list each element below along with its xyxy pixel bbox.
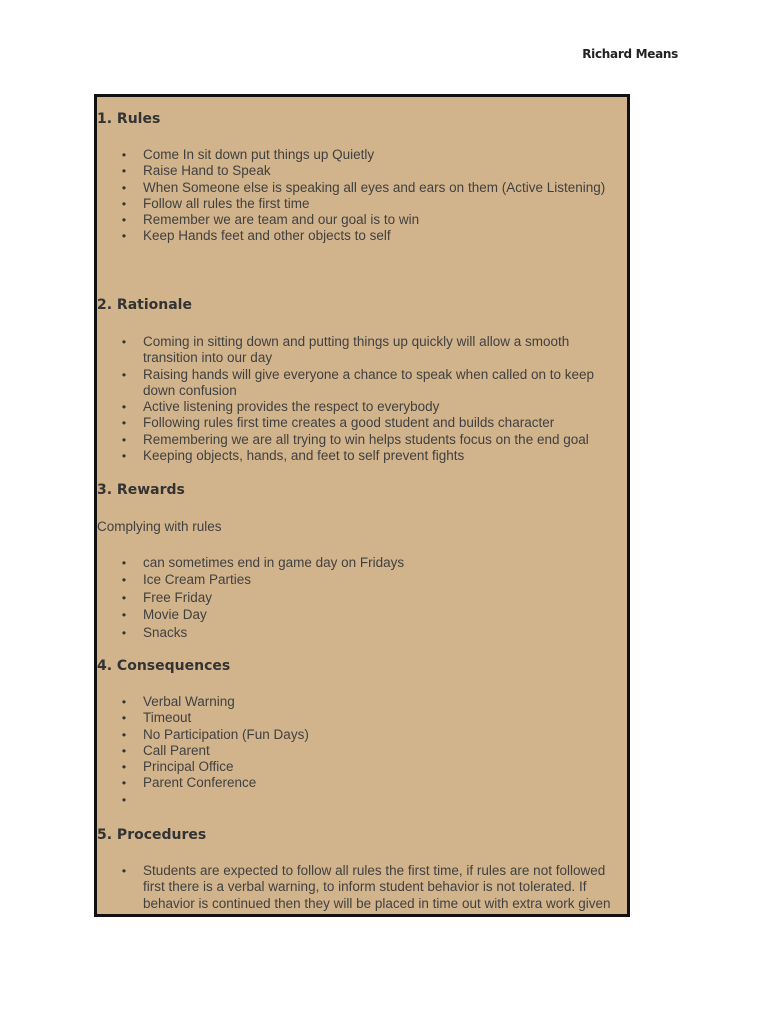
bullet-icon: • — [121, 776, 127, 791]
list-item: • Active listening provides the respect to everybody — [97, 399, 617, 415]
section-heading-procedures: 5. Procedures — [97, 827, 207, 843]
list-item: • Keeping objects, hands, and feet to self prevent fights — [97, 448, 617, 464]
list-item — [97, 792, 617, 808]
bullet-icon: • — [121, 695, 127, 709]
bullet-icon: • — [121, 760, 127, 775]
bullet-icon: • — [121, 792, 127, 807]
list-item: • Call Parent — [97, 743, 617, 759]
list-item: • Timeout — [97, 710, 617, 726]
list-item: • Come In sit down put things up Quietly — [97, 147, 617, 163]
list-item: • Following rules first time creates a good student and builds character — [97, 415, 617, 431]
list-item: • Raising hands will give everyone a chance to speak when called on to keep down confusion — [97, 367, 617, 400]
bullet-icon: • — [121, 335, 127, 349]
consequences-list — [97, 694, 617, 808]
bullet-icon: • — [121, 367, 127, 382]
bullet-icon: • — [121, 625, 127, 640]
list-item: • Keep Hands feet and other objects to self — [97, 228, 617, 244]
list-item: • Snacks — [97, 625, 617, 641]
list-item: • When Someone else is speaking all eyes and ears on them (Active Listening) — [97, 180, 617, 196]
bullet-icon: • — [121, 727, 127, 742]
list-item: • Movie Day — [97, 607, 617, 623]
list-item: • Coming in sitting down and putting things up quickly will allow a smooth transition into our day — [97, 334, 617, 367]
list-item: • Free Friday — [97, 590, 617, 606]
list-item: • Raise Hand to Speak — [97, 163, 617, 179]
bullet-icon: • — [121, 711, 127, 726]
procedures-list — [97, 863, 617, 912]
list-item: • Parent Conference — [97, 775, 617, 791]
bullet-icon: • — [121, 164, 127, 179]
bullet-icon: • — [121, 213, 127, 228]
bullet-icon: • — [121, 608, 127, 623]
bullet-icon: • — [121, 432, 127, 447]
list-item: • Principal Office — [97, 759, 617, 775]
document-content-box — [94, 94, 630, 917]
bullet-icon: • — [121, 449, 127, 464]
rewards-list — [97, 555, 617, 641]
section-heading-rules: 1. Rules — [97, 111, 161, 127]
rewards-intro: Complying with rules — [97, 519, 222, 534]
bullet-icon: • — [121, 400, 127, 415]
section-heading-rewards: 3. Rewards — [97, 482, 185, 498]
bullet-icon: • — [121, 229, 127, 244]
bullet-icon: • — [121, 556, 127, 570]
bullet-icon: • — [121, 196, 127, 211]
section-heading-rationale: 2. Rationale — [97, 297, 192, 313]
list-item: • Ice Cream Parties — [97, 572, 617, 588]
bullet-icon: • — [121, 416, 127, 431]
bullet-icon: • — [121, 590, 127, 605]
bullet-icon: • — [121, 148, 127, 162]
list-item: • Remembering we are all trying to win helps students focus on the end goal — [97, 432, 617, 448]
list-item: • Follow all rules the first time — [97, 196, 617, 212]
list-item: • Verbal Warning — [97, 694, 617, 710]
bullet-icon: • — [121, 573, 127, 588]
list-item: • Remember we are team and our goal is to win — [97, 212, 617, 228]
bullet-icon: • — [121, 743, 127, 758]
list-item: • No Participation (Fun Days) — [97, 727, 617, 743]
list-item: • can sometimes end in game day on Fridays — [97, 555, 617, 571]
list-item: • Students are expected to follow all rules the first time, if rules are not followed first there is a verbal warning, to inform student behavior is not tolerated. If behavior is continued then they will be placed in time out with extra work given — [97, 863, 617, 912]
rules-list — [97, 147, 617, 245]
author-name: Richard Means — [582, 47, 678, 61]
bullet-icon: • — [121, 180, 127, 195]
section-heading-consequences: 4. Consequences — [97, 658, 231, 674]
rationale-list — [97, 334, 617, 464]
bullet-icon: • — [121, 864, 127, 878]
